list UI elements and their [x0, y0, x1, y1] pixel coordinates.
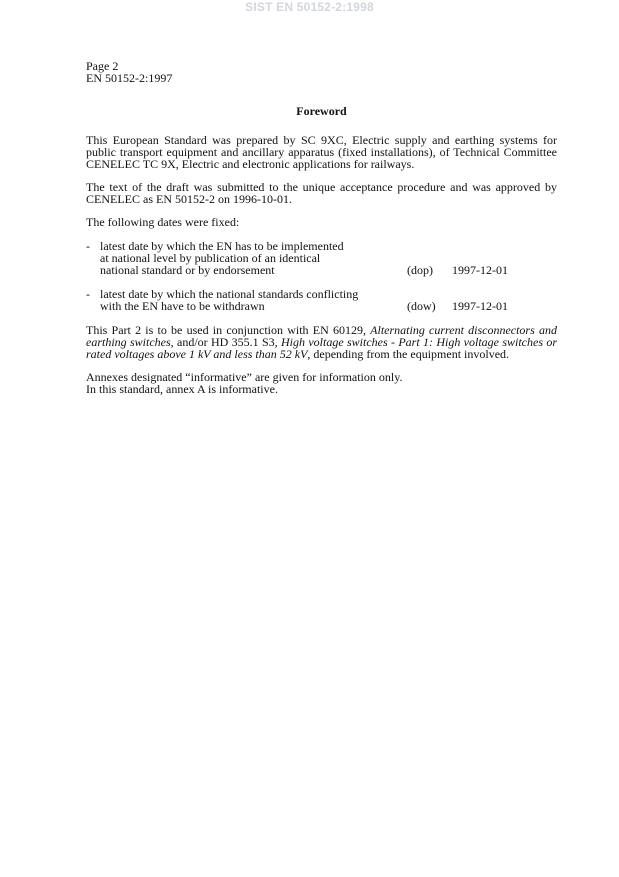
annex-line: In this standard, annex A is informative.: [86, 382, 278, 396]
document-page: [86, 60, 557, 395]
page-number: Page 2: [86, 59, 119, 73]
date-item-line: latest date by which the national standards conflicting: [100, 287, 359, 301]
dates-list: [86, 240, 557, 312]
part2-text: , depending from the equipment involved.: [307, 347, 510, 361]
referenced-standard-title: Alternating current disconnectors and earthing switches: [86, 323, 557, 349]
foreword-paragraph-2: The text of the draft was submitted to the unique acceptance procedure and was approved by CENELEC as EN 50152-2 on 1996-10-01.: [86, 180, 557, 206]
date-item-text: [100, 288, 370, 312]
list-dash: -: [86, 287, 90, 301]
date-item-dow: [86, 288, 557, 312]
date-item-text: [100, 240, 370, 276]
date-code: (dow): [407, 299, 436, 313]
foreword-title: Foreword: [296, 104, 347, 118]
part2-paragraph: [86, 324, 557, 360]
date-item-line: national standard or by endorsement: [100, 263, 275, 277]
annex-line: Annexes designated “informative” are given for information only.: [86, 370, 403, 384]
annex-note: [86, 371, 557, 395]
part2-text: This Part 2 is to be used in conjunction with EN 60129,: [86, 323, 371, 337]
date-item-line: at national level by publication of an identical: [100, 251, 321, 265]
list-dash: -: [86, 239, 90, 253]
date-item-dop: [86, 240, 557, 276]
referenced-standard-title: High voltage switches - Part 1: High voltage switches or rated voltages above 1 kV and less than 52 kV: [86, 335, 557, 361]
date-value: 1997-12-01: [452, 299, 508, 313]
page-header: [86, 60, 557, 84]
foreword-paragraph-1: This European Standard was prepared by SC 9XC, Electric supply and earthing systems for public transport equipment and ancillary apparatus (fixed installations), of Technical Committee CENELEC TC 9X, Electric and electronic applications for railways.: [86, 133, 557, 171]
watermark: SIST EN 50152-2:1998: [245, 0, 374, 14]
dates-intro: The following dates were fixed:: [86, 215, 240, 229]
part2-text: , and/or HD 355.1 S3,: [170, 335, 282, 349]
date-code: (dop): [407, 263, 433, 277]
date-item-line: latest date by which the EN has to be implemented: [100, 239, 344, 253]
date-value: 1997-12-01: [452, 263, 508, 277]
date-item-line: with the EN have to be withdrawn: [100, 299, 265, 313]
document-id: EN 50152-2:1997: [86, 71, 173, 85]
